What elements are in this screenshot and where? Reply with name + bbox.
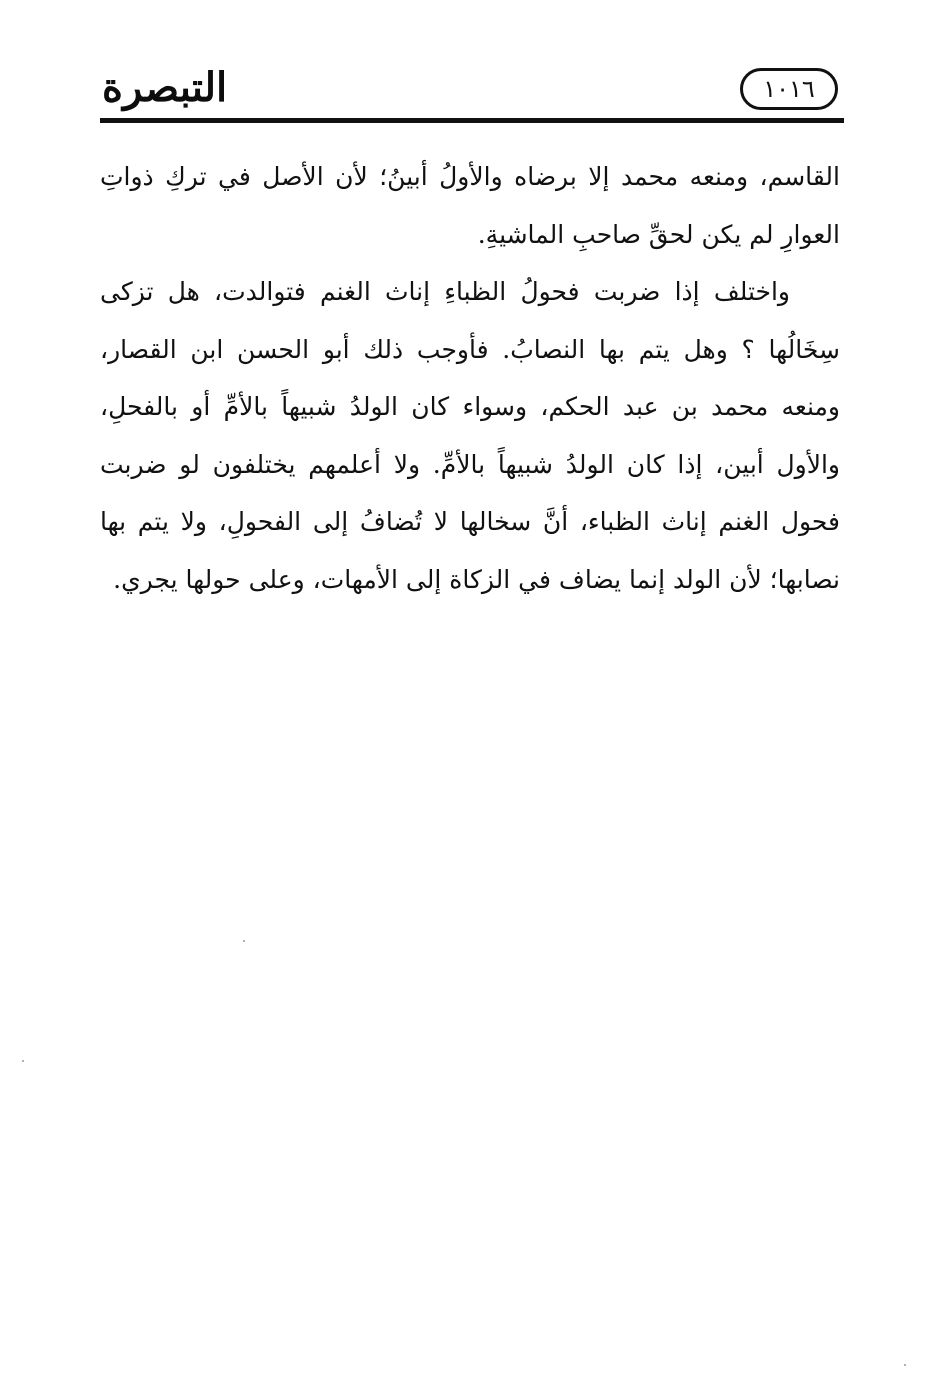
header-rule (100, 118, 844, 123)
paragraph-continuation: القاسم، ومنعه محمد إلا برضاه والأولُ أبينُ؛ لأن الأصل في تركِ ذواتِ العوارِ لم يكن لحقِّ صاحبِ الماشيةِ. (100, 162, 840, 249)
scan-speck (904, 1364, 906, 1366)
page-number-frame (740, 68, 838, 110)
book-title: التبصرة (102, 64, 228, 111)
scan-speck (22, 1060, 24, 1062)
page-body (100, 148, 840, 608)
page-number: ١٠١٦ (763, 75, 815, 103)
scan-speck (243, 940, 245, 942)
page-header (100, 58, 844, 128)
paragraph-fahul-al-zibaa: واختلف إذا ضربت فحولُ الظباءِ إناث الغنم فتوالدت، هل تزكى سِخَالُها ؟ وهل يتم بها النصابُ. فأوجب ذلك أبو الحسن ابن القصار، ومنعه محمد بن عبد الحكم، وسواء كان الولدُ شبيهاً بالأمِّ أو بالفحلِ، والأول أبين، إذا كان الولدُ شبيهاً بالأمِّ. ولا أعلمهم يختلفون لو ضربت فحول الغنم إناث الظباء، أنَّ سخالها لا تُضافُ إلى الفحولِ، ولا يتم بها نصابها؛ لأن الولد إنما يضاف في الزكاة إلى الأمهات، وعلى حولها يجري. (100, 277, 840, 594)
